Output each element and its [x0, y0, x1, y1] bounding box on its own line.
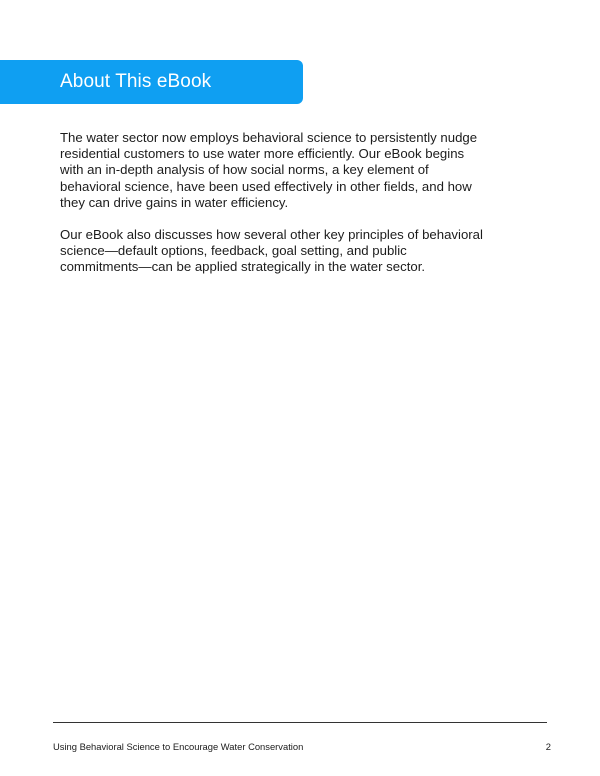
paragraph-intro: [60, 130, 520, 211]
text-line: with an in-depth analysis of how social norms, a key element of: [60, 162, 429, 178]
footer-document-title: Using Behavioral Science to Encourage Water Conservation: [53, 741, 304, 752]
text-line: Our eBook also discusses how several other key principles of behavioral: [60, 227, 483, 243]
section-header-banner: [0, 60, 303, 104]
body-content: [60, 130, 520, 292]
text-line: residential customers to use water more efficiently. Our eBook begins: [60, 146, 465, 162]
footer-divider: [53, 722, 547, 723]
paragraph-principles: [60, 227, 520, 276]
text-line: they can drive gains in water efficiency.: [60, 194, 289, 210]
text-line: behavioral science, have been used effectively in other fields, and how: [60, 178, 472, 194]
text-line: science—default options, feedback, goal setting, and public: [60, 243, 407, 259]
text-line: commitments—can be applied strategically in the water sector.: [60, 259, 426, 275]
text-line: The water sector now employs behavioral science to persistently nudge: [60, 130, 478, 145]
section-title: About This eBook: [60, 71, 212, 92]
page-number: 2: [545, 741, 551, 752]
